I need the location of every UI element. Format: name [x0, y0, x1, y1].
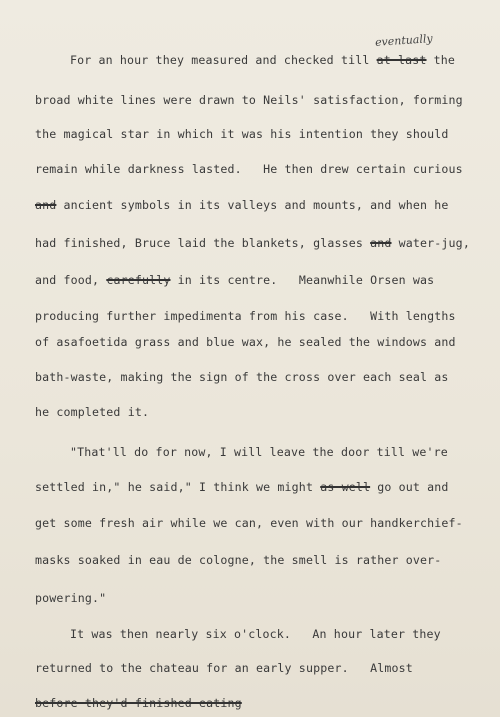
text-line-11: he completed it. [35, 405, 150, 419]
text-line-2: broad white lines were drawn to Neils' satisfaction, forming [35, 93, 463, 107]
handwritten-insertion-eventually: eventually [374, 32, 434, 49]
text-line-18: returned to the chateau for an early supper. Almost [35, 661, 413, 675]
text-line-9: of asafoetida grass and blue wax, he sealed the windows and [35, 335, 456, 349]
text-line-10: bath-waste, making the sign of the cross over each seal as [35, 370, 449, 384]
text-line-7: and food, carefully in its centre. Meanwhile Orsen was [35, 273, 435, 287]
text-line-16: powering." [35, 591, 107, 605]
text-line-19: before they'd finished eating [35, 696, 242, 710]
text-line-5: and ancient symbols in its valleys and mounts, and when he [35, 198, 449, 212]
text-line-3: the magical star in which it was his intention they should [35, 127, 449, 141]
text-line-15: masks soaked in eau de cologne, the smell is rather over- [35, 553, 442, 567]
text-line-8: producing further impedimenta from his case. With lengths [35, 309, 456, 323]
text-line-1: For an hour they measured and checked till at last the [70, 53, 456, 67]
text-line-4: remain while darkness lasted. He then drew certain curious [35, 162, 463, 176]
text-line-13: settled in," he said," I think we might as well go out and [35, 480, 449, 494]
text-line-6: had finished, Bruce laid the blankets, glasses and water-jug, [35, 236, 470, 250]
text-line-17: It was then nearly six o'clock. An hour later they [70, 627, 441, 641]
text-line-12: "That'll do for now, I will leave the door till we're [70, 445, 448, 459]
text-line-14: get some fresh air while we can, even with our handkerchief- [35, 516, 463, 530]
